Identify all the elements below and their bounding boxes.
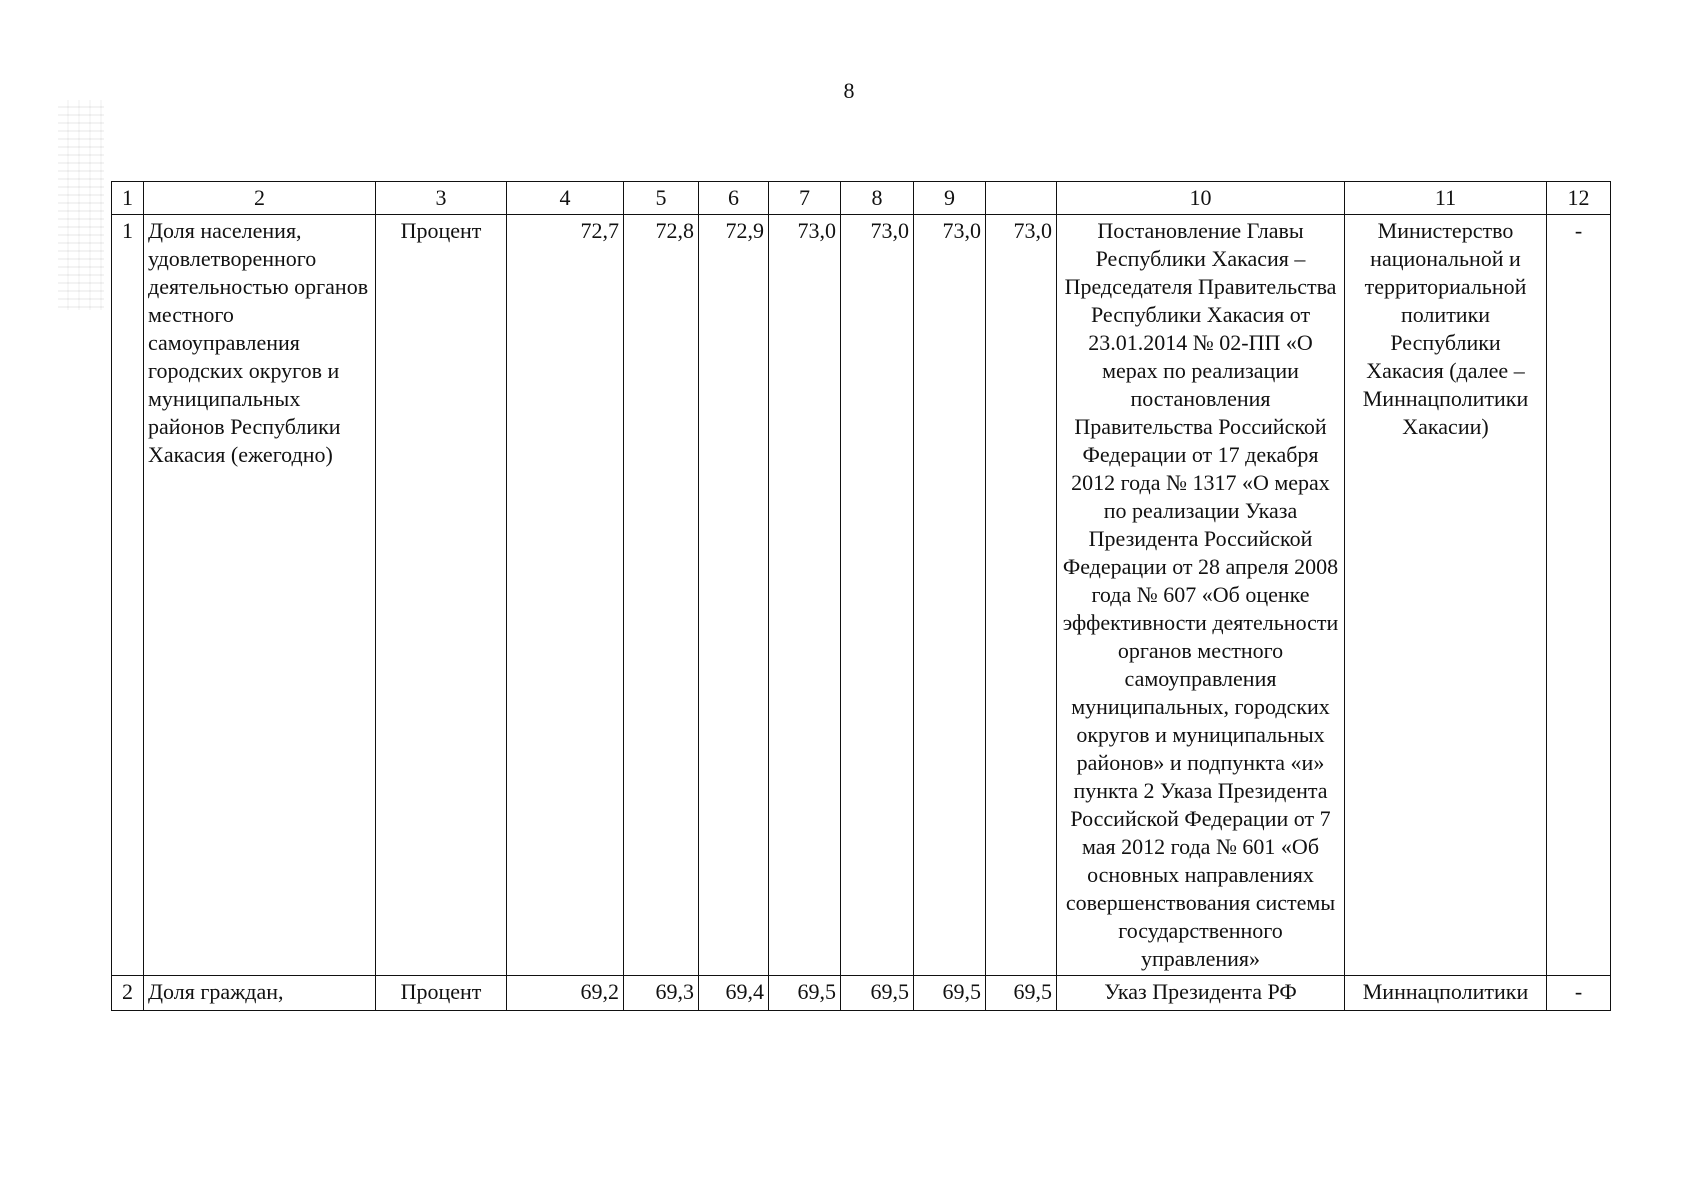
header-cell: 8: [841, 182, 914, 215]
note-cell: -: [1547, 215, 1611, 976]
value-cell: 73,0: [769, 215, 841, 976]
responsible-cell: Министерство национальной и территориальной политики Республики Хакасия (далее – Миннацполитики Хакасии): [1345, 215, 1547, 976]
page-number: 8: [843, 78, 855, 103]
row-number: 1: [112, 215, 144, 976]
header-cell: 9: [914, 182, 986, 215]
header-cell: 7: [769, 182, 841, 215]
legal-basis-cell: Постановление Главы Республики Хакасия – Председателя Правительства Республики Хакасия от 23.01.2014 № 02-ПП «О мерах по реализации постановления Правительства Российской Федерации от 17 декабря 2012 года № 1317 «О мерах по реализации Указа Президента Российской Федерации от 28 апреля 2008 года № 607 «Об оценке эффективности деятельности органов местного самоуправления муниципальных, городских округов и муниципальных районов» и подпункта «и» пункта 2 Указа Президента Российской Федерации от 7 мая 2012 года № 601 «Об основных направлениях совершенствования системы государственного управления»: [1057, 215, 1345, 976]
value-cell: 73,0: [986, 215, 1057, 976]
value-cell: 72,9: [699, 215, 769, 976]
value-cell: 69,3: [624, 976, 699, 1011]
value-cell: 72,7: [507, 215, 624, 976]
value-cell: 69,5: [986, 976, 1057, 1011]
value-cell: 73,0: [841, 215, 914, 976]
header-row: [112, 182, 1611, 215]
note-cell: -: [1547, 976, 1611, 1011]
header-cell: 1: [112, 182, 144, 215]
header-cell: [986, 182, 1057, 215]
unit-cell: Процент: [376, 215, 507, 976]
header-cell: 3: [376, 182, 507, 215]
value-cell: 69,4: [699, 976, 769, 1011]
unit-cell: Процент: [376, 976, 507, 1011]
row-number: 2: [112, 976, 144, 1011]
indicator-name: Доля населения, удовлетворенного деятельностью органов местного самоуправления городских округов и муниципальных районов Республики Хакасия (ежегодно): [144, 215, 376, 976]
indicators-table: [111, 181, 1611, 1011]
legal-basis-cell: Указ Президента РФ: [1057, 976, 1345, 1011]
value-cell: 72,8: [624, 215, 699, 976]
table-row: [112, 215, 1611, 976]
value-cell: 69,5: [769, 976, 841, 1011]
value-cell: 69,5: [914, 976, 986, 1011]
responsible-cell: Миннацполитики: [1345, 976, 1547, 1011]
value-cell: 73,0: [914, 215, 986, 976]
value-cell: 69,2: [507, 976, 624, 1011]
scan-artifact: [58, 100, 104, 310]
table-row: [112, 976, 1611, 1011]
indicator-name: Доля граждан,: [144, 976, 376, 1011]
header-cell: 6: [699, 182, 769, 215]
header-cell: 2: [144, 182, 376, 215]
header-cell: 12: [1547, 182, 1611, 215]
header-cell: 5: [624, 182, 699, 215]
header-cell: 4: [507, 182, 624, 215]
header-cell: 11: [1345, 182, 1547, 215]
header-cell: 10: [1057, 182, 1345, 215]
value-cell: 69,5: [841, 976, 914, 1011]
